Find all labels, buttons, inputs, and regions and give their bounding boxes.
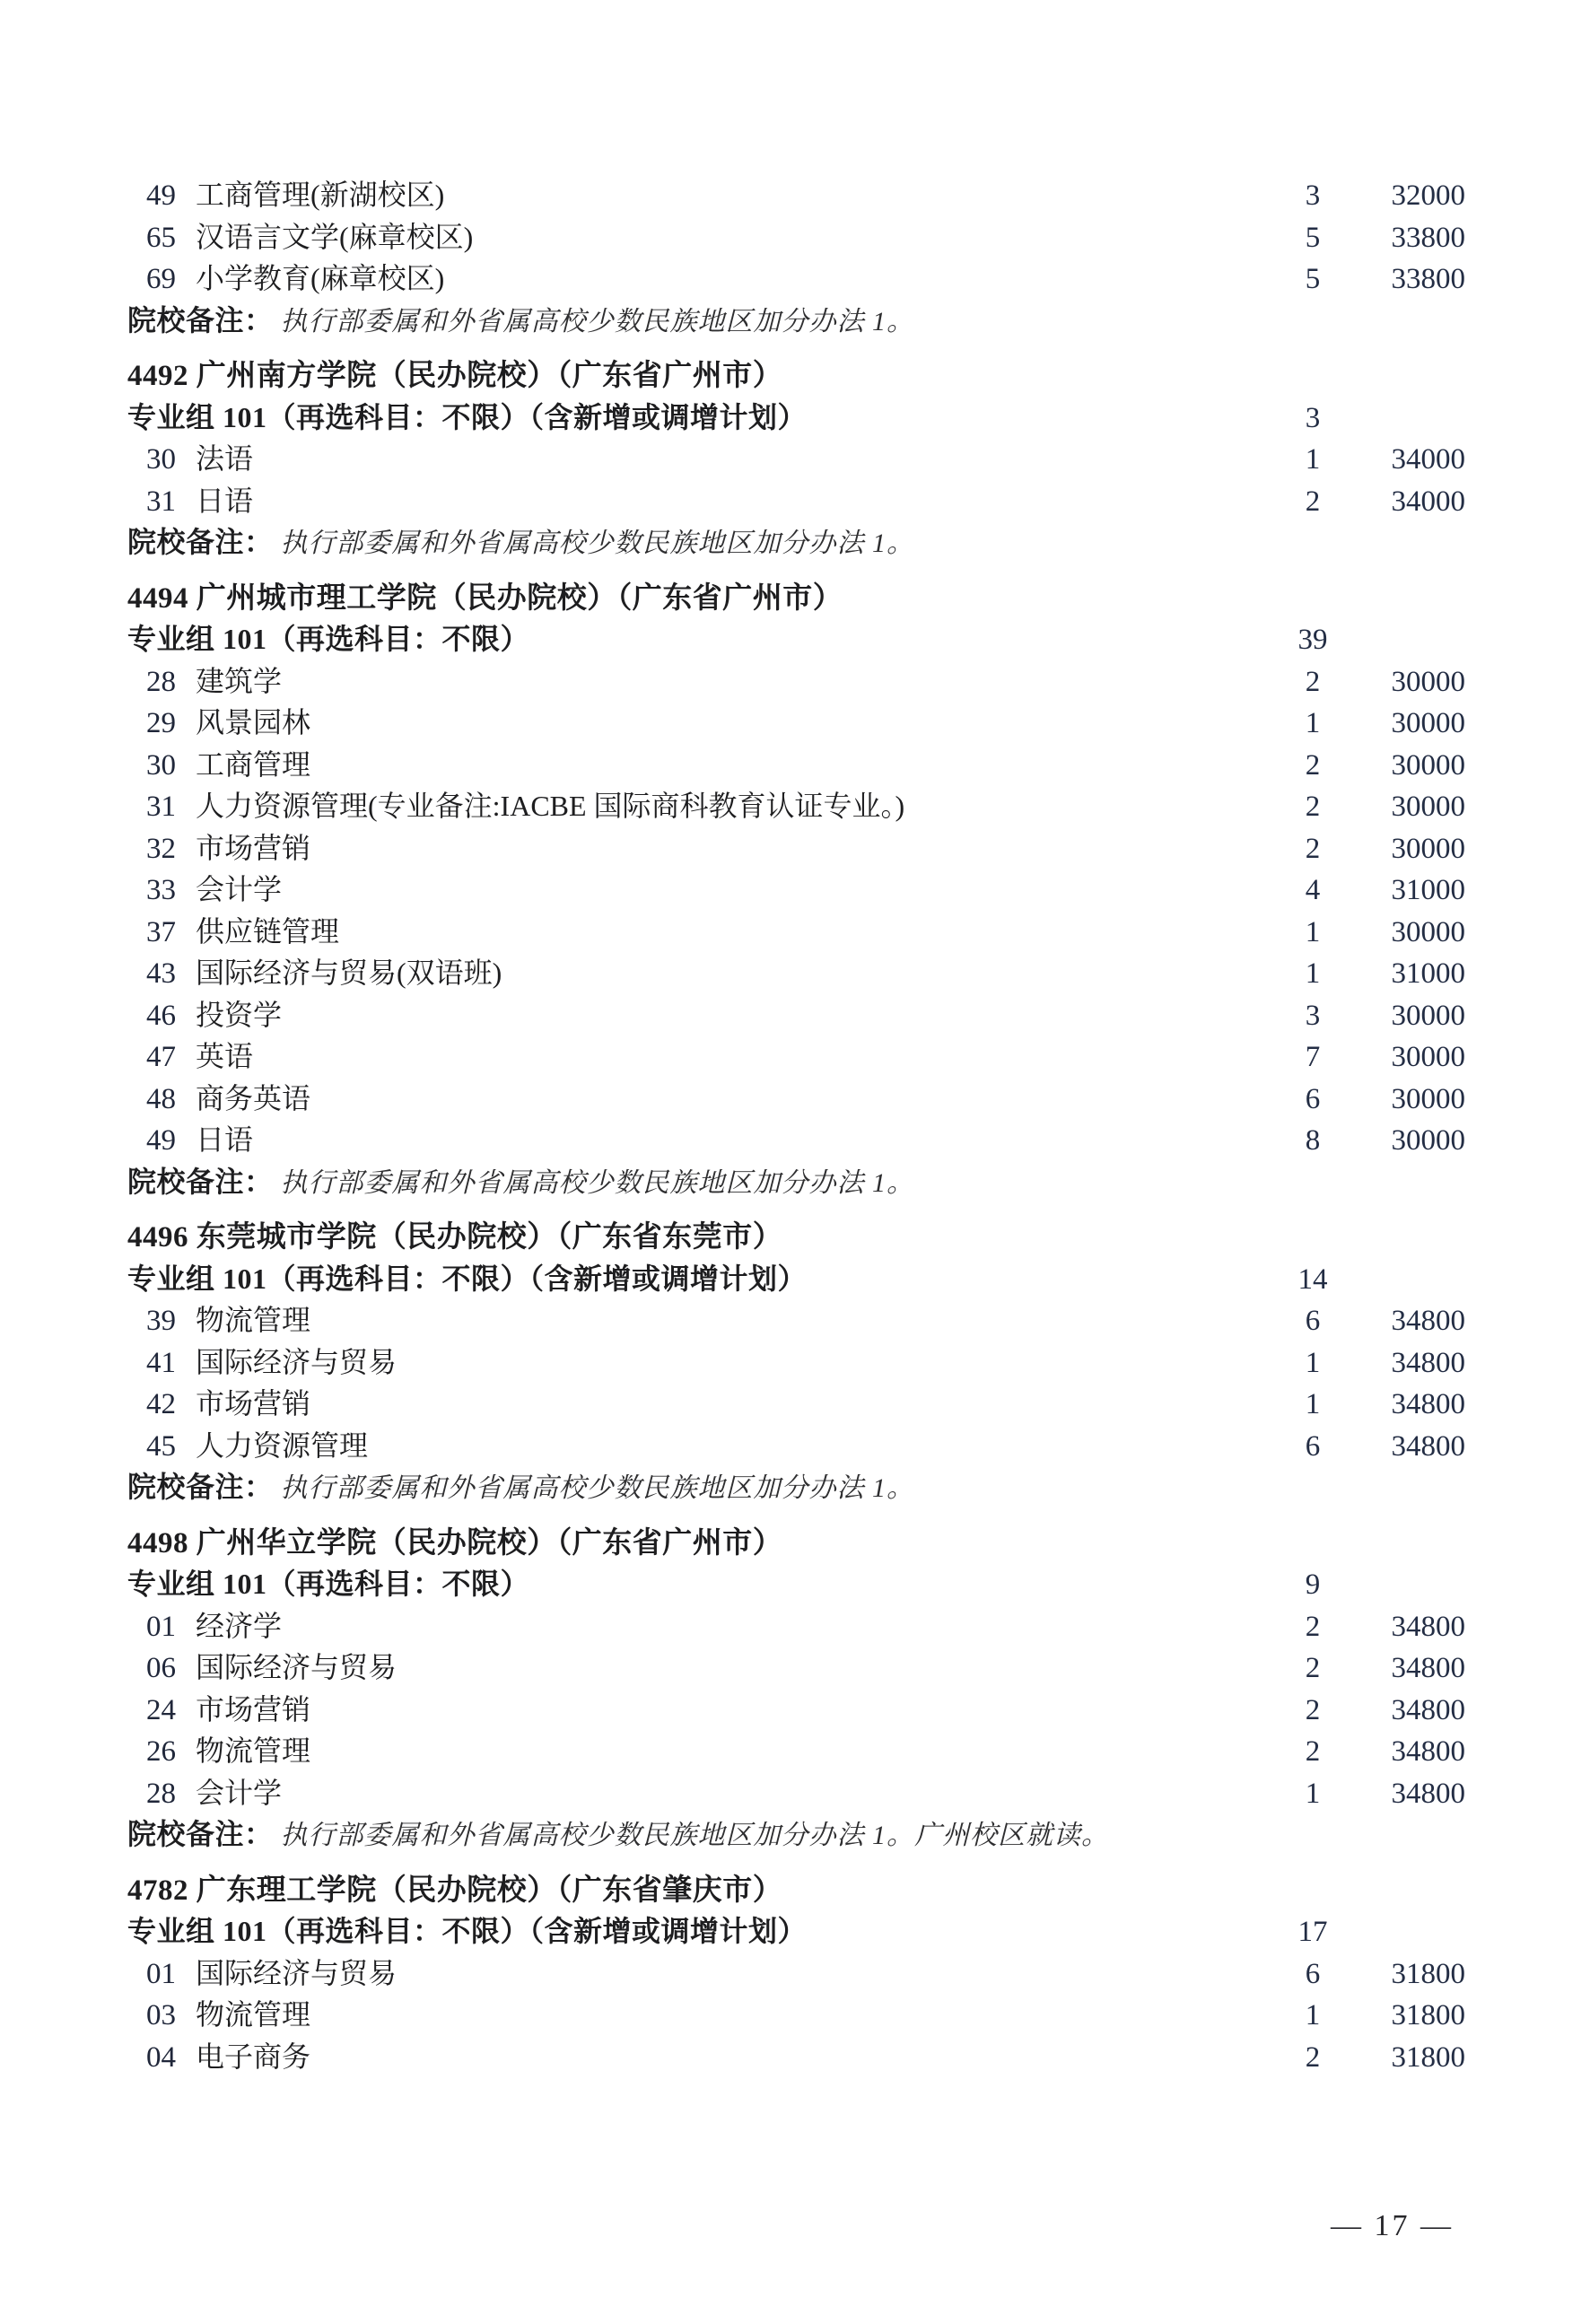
major-row [127,661,1465,703]
major-plan-count: 2 [1305,832,1321,865]
major-code: 69 [146,263,176,295]
major-row [127,1773,1465,1815]
major-name: 物流管理 [196,1304,311,1336]
major-group-label: 专业组 101（再选科目：不限）（含新增或调增计划） [127,1915,808,1947]
college-section [127,579,1465,1204]
major-tuition: 34800 [1391,1693,1465,1726]
college-section [127,1871,1465,2079]
major-name: 商务英语 [196,1081,311,1114]
major-code: 04 [146,2040,176,2074]
major-code: 65 [146,221,176,254]
major-code: 28 [146,1777,176,1810]
major-tuition: 34800 [1391,1735,1465,1768]
major-name: 经济学 [196,1609,283,1642]
major-row [127,1731,1465,1773]
major-name: 国际经济与贸易 [196,1345,398,1378]
group-total-count: 3 [1305,401,1321,434]
major-name: 人力资源管理 [196,1428,369,1462]
major-name: 工商管理 [196,747,311,781]
major-name: 风景园林 [196,706,311,738]
major-row [127,2037,1465,2079]
major-code: 06 [146,1652,176,1684]
group-total-count: 9 [1305,1568,1321,1601]
major-group-row [127,1259,1465,1301]
college-remark-label: 院校备注： [127,1471,274,1503]
major-name: 建筑学 [196,664,283,697]
major-plan-count: 2 [1305,1735,1321,1768]
major-row [127,1384,1465,1426]
major-code: 24 [146,1693,176,1726]
major-tuition: 30000 [1391,915,1465,948]
major-name: 日语 [196,484,254,517]
major-plan-count: 5 [1305,263,1321,295]
major-name: 汉语言文学(麻章校区) [196,220,474,253]
major-tuition: 30000 [1391,832,1465,865]
major-group-row [127,1564,1465,1606]
major-group-row [127,619,1465,661]
major-plan-count: 2 [1305,665,1321,698]
major-tuition: 34800 [1391,1305,1465,1337]
major-group-row [127,1911,1465,1953]
major-group-label: 专业组 101（再选科目：不限）（含新增或调增计划） [127,1262,808,1295]
major-tuition: 33800 [1391,221,1465,254]
college-remark-row [127,1467,1465,1509]
major-plan-count: 1 [1305,1999,1321,2031]
major-code: 31 [146,791,176,823]
major-name: 英语 [196,1040,254,1072]
major-plan-count: 2 [1305,748,1321,782]
college-remark-row [127,1162,1465,1204]
college-remark-label: 院校备注： [127,1818,274,1850]
major-rows [127,1606,1465,1815]
major-plan-count: 4 [1305,874,1321,906]
major-tuition: 34800 [1391,1610,1465,1643]
plan-list [127,175,1465,2078]
major-plan-count: 3 [1305,999,1321,1032]
major-code: 03 [146,1999,176,2031]
major-tuition: 34800 [1391,1388,1465,1420]
major-name: 会计学 [196,1776,283,1809]
major-plan-count: 2 [1305,2040,1321,2074]
major-code: 30 [146,748,176,782]
major-plan-count: 6 [1305,1429,1321,1463]
major-tuition: 34800 [1391,1777,1465,1810]
college-title: 4496 东莞城市学院（民办院校）（广东省东莞市） [127,1221,783,1254]
major-name: 国际经济与贸易 [196,1651,398,1683]
major-row [127,828,1465,870]
major-plan-count: 2 [1305,1652,1321,1684]
major-tuition: 34000 [1391,443,1465,476]
major-name: 市场营销 [196,1692,311,1726]
major-row [127,481,1465,523]
major-tuition: 31800 [1391,1957,1465,1990]
major-plan-count: 1 [1305,707,1321,739]
major-plan-count: 1 [1305,443,1321,476]
major-name: 市场营销 [196,831,311,864]
major-name: 法语 [196,442,254,475]
major-tuition: 30000 [1391,1124,1465,1157]
group-total-count: 39 [1297,624,1328,656]
major-tuition: 30000 [1391,707,1465,739]
major-group-label: 专业组 101（再选科目：不限） [127,1568,530,1600]
major-tuition: 31000 [1391,957,1465,990]
major-name: 市场营销 [196,1387,311,1420]
major-plan-count: 3 [1305,179,1321,212]
major-code: 01 [146,1610,176,1643]
major-tuition: 34800 [1391,1429,1465,1463]
major-row [127,1426,1465,1468]
major-name: 人力资源管理(专业备注:IACBE 国际商科教育认证专业。) [196,790,905,822]
college-remark-text: 执行部委属和外省属高校少数民族地区加分办法 1。 [280,529,915,558]
major-row [127,1120,1465,1162]
major-code: 31 [146,485,176,518]
college-section [127,1524,1465,1857]
major-row [127,1647,1465,1690]
major-row [127,1690,1465,1732]
major-row [127,995,1465,1037]
major-tuition: 31800 [1391,2040,1465,2074]
major-rows [127,661,1465,1162]
major-group-label: 专业组 101（再选科目：不限） [127,623,530,655]
major-tuition: 30000 [1391,1041,1465,1073]
college-title: 4782 广东理工学院（民办院校）（广东省肇庆市） [127,1874,783,1907]
major-name: 国际经济与贸易(双语班) [196,957,502,989]
major-code: 32 [146,832,176,865]
major-code: 37 [146,915,176,948]
major-plan-count: 6 [1305,1957,1321,1990]
major-group-row [127,398,1465,440]
major-row [127,786,1465,828]
major-row [127,1606,1465,1648]
college-remark-row [127,1814,1465,1857]
college-remark-text: 执行部委属和外省属高校少数民族地区加分办法 1。 [280,306,915,336]
major-code: 39 [146,1305,176,1337]
major-plan-count: 1 [1305,1346,1321,1379]
college-remark-label: 院校备注： [127,526,274,558]
college-section [127,1218,1465,1509]
major-row [127,745,1465,787]
major-tuition: 34800 [1391,1346,1465,1379]
major-code: 26 [146,1735,176,1768]
major-code: 28 [146,665,176,698]
major-name: 物流管理 [196,1734,311,1767]
major-code: 30 [146,443,176,476]
major-name: 日语 [196,1123,254,1156]
major-plan-count: 2 [1305,791,1321,823]
college-title: 4494 广州城市理工学院（民办院校）（广东省广州市） [127,581,843,615]
major-row [127,953,1465,995]
major-rows [127,439,1465,522]
major-code: 49 [146,179,176,212]
college-remark-text: 执行部委属和外省属高校少数民族地区加分办法 1。 [280,1473,915,1503]
major-name: 电子商务 [196,2040,311,2073]
major-code: 46 [146,999,176,1032]
major-tuition: 33800 [1391,263,1465,295]
major-name: 会计学 [196,873,283,905]
major-code: 45 [146,1429,176,1463]
major-row [127,217,1465,259]
major-name: 工商管理(新湖校区) [196,179,445,211]
major-plan-count: 6 [1305,1082,1321,1115]
major-tuition: 34800 [1391,1652,1465,1684]
major-row [127,703,1465,745]
major-name: 小学教育(麻章校区) [196,262,445,294]
college-remark-text: 执行部委属和外省属高校少数民族地区加分办法 1。广州校区就读。 [280,1821,1110,1850]
major-row [127,175,1465,217]
major-code: 41 [146,1346,176,1379]
college-remark-label: 院校备注： [127,303,274,336]
major-code: 48 [146,1082,176,1115]
major-tuition: 31000 [1391,874,1465,906]
major-row [127,1953,1465,1996]
major-plan-count: 7 [1305,1041,1321,1073]
major-row [127,1300,1465,1342]
college-remark-row [127,301,1465,343]
college-section [127,175,1465,342]
group-total-count: 17 [1297,1916,1328,1948]
major-code: 33 [146,874,176,906]
college-remark-text: 执行部委属和外省属高校少数民族地区加分办法 1。 [280,1167,915,1198]
major-rows [127,1300,1465,1467]
major-tuition: 30000 [1391,748,1465,782]
major-row [127,912,1465,954]
major-name: 投资学 [196,998,283,1031]
major-code: 42 [146,1388,176,1420]
major-row [127,258,1465,301]
college-title: 4492 广州南方学院（民办院校）（广东省广州市） [127,360,783,392]
major-code: 43 [146,957,176,990]
major-tuition: 30000 [1391,1082,1465,1115]
major-rows [127,175,1465,301]
major-plan-count: 2 [1305,485,1321,518]
major-row [127,1079,1465,1121]
major-tuition: 31800 [1391,1999,1465,2031]
major-code: 29 [146,707,176,739]
college-section [127,356,1465,564]
major-tuition: 32000 [1391,179,1465,212]
major-rows [127,1953,1465,2079]
major-name: 国际经济与贸易 [196,1956,398,1989]
major-row [127,1342,1465,1385]
major-plan-count: 2 [1305,1610,1321,1643]
major-plan-count: 1 [1305,1388,1321,1420]
major-group-label: 专业组 101（再选科目：不限）（含新增或调增计划） [127,400,808,433]
major-plan-count: 6 [1305,1305,1321,1337]
college-remark-row [127,522,1465,564]
major-name: 供应链管理 [196,914,340,948]
major-plan-count: 1 [1305,957,1321,990]
major-plan-count: 2 [1305,1693,1321,1726]
group-total-count: 14 [1297,1262,1328,1296]
major-plan-count: 1 [1305,915,1321,948]
major-code: 01 [146,1957,176,1990]
major-plan-count: 5 [1305,221,1321,254]
major-row [127,1036,1465,1079]
college-remark-label: 院校备注： [127,1165,274,1198]
major-name: 物流管理 [196,1998,311,2031]
major-tuition: 34000 [1391,485,1465,518]
major-tuition: 30000 [1391,999,1465,1032]
major-plan-count: 1 [1305,1777,1321,1810]
major-tuition: 30000 [1391,791,1465,823]
major-row [127,869,1465,912]
major-plan-count: 8 [1305,1124,1321,1157]
major-row [127,439,1465,481]
college-title: 4498 广州华立学院（民办院校）（广东省广州市） [127,1526,783,1560]
major-tuition: 30000 [1391,665,1465,698]
major-row [127,1995,1465,2037]
major-code: 47 [146,1041,176,1073]
major-code: 49 [146,1124,176,1157]
page-number: — 17 — [1331,2209,1454,2242]
